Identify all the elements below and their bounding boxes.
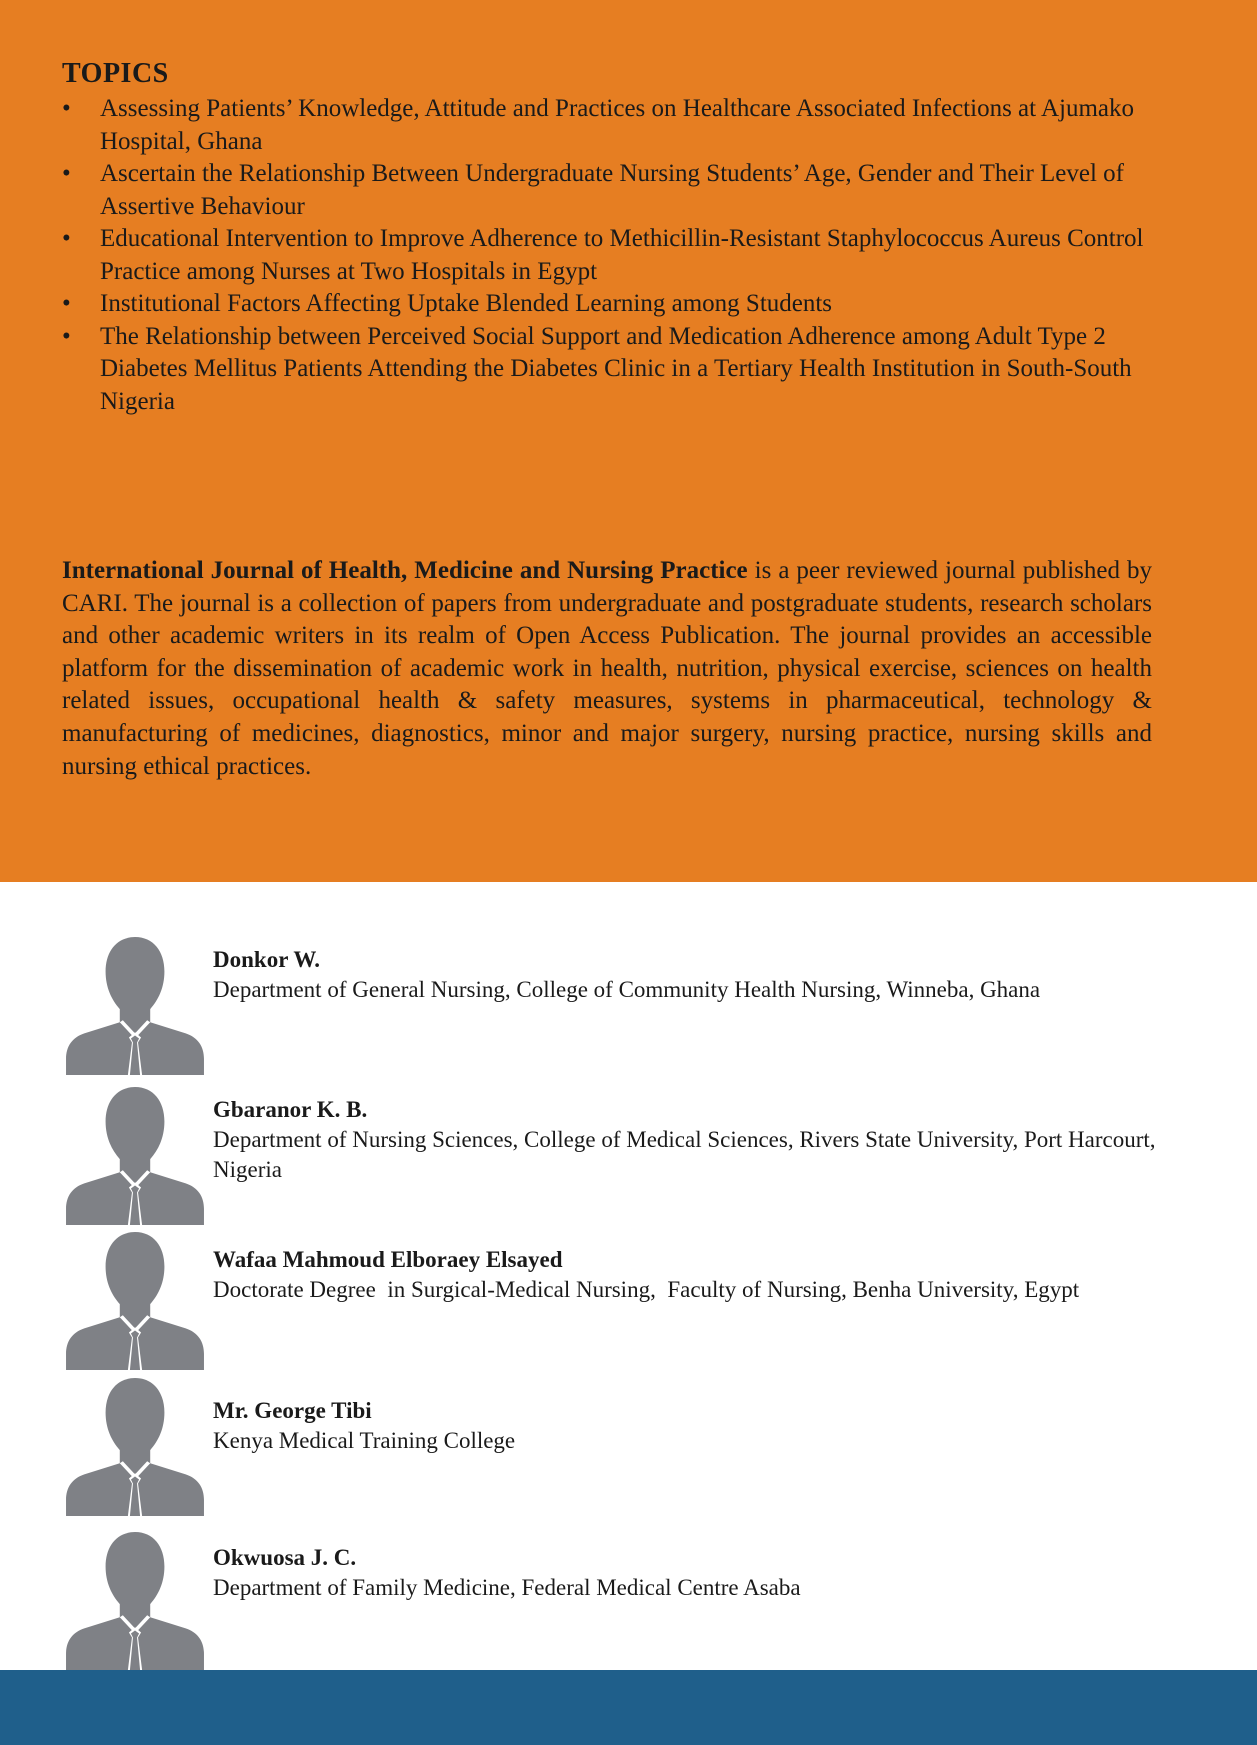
author-name: Wafaa Mahmoud Elboraey Elsayed xyxy=(213,1247,563,1272)
topics-heading: TOPICS xyxy=(62,58,169,89)
footer-band xyxy=(0,1670,1257,1745)
author-entry xyxy=(62,1083,1192,1225)
journal-name: International Journal of Health, Medicine and Nursing Practice xyxy=(62,557,748,584)
author-name: Donkor W. xyxy=(213,947,320,972)
author-entry xyxy=(62,933,1192,1075)
author-text xyxy=(213,1095,1198,1185)
person-silhouette-icon xyxy=(64,1083,206,1225)
bullet: • xyxy=(62,225,71,252)
topics-list xyxy=(62,93,1162,418)
author-affiliation: Department of Family Medicine, Federal Medical Centre Asaba xyxy=(213,1575,801,1600)
author-text xyxy=(213,1245,1198,1305)
journal-description xyxy=(62,555,1152,783)
author-affiliation: Department of Nursing Sciences, College of Medical Sciences, Rivers State University, Port Harcourt, Nigeria xyxy=(213,1127,1162,1182)
person-silhouette-icon xyxy=(64,933,206,1075)
topic-item xyxy=(62,288,1162,321)
author-name: Gbaranor K. B. xyxy=(213,1097,368,1122)
person-silhouette-icon xyxy=(64,1528,206,1670)
author-affiliation: Department of General Nursing, College of Community Health Nursing, Winneba, Ghana xyxy=(213,977,1041,1002)
person-silhouette-icon xyxy=(64,1374,206,1516)
topic-item xyxy=(62,93,1162,158)
topic-item xyxy=(62,223,1162,288)
topic-text: Assessing Patients’ Knowledge, Attitude and Practices on Healthcare Associated Infections at Ajumako Hospital, Ghana xyxy=(100,95,1135,155)
bullet: • xyxy=(62,160,71,187)
topic-text: Educational Intervention to Improve Adherence to Methicillin-Resistant Staphylococcus Aureus Control Practice among Nurses at Two Hospitals in Egypt xyxy=(100,225,1144,285)
author-text xyxy=(213,945,1198,1005)
author-entry xyxy=(62,1528,1192,1670)
journal-description-body: is a peer reviewed journal published by CARI. The journal is a collection of papers from undergraduate and postgraduate students, research scholars and other academic writers in its realm of Open Access Publication. The journal provides an accessible platform for the dissemination of academic work in health, nutrition, physical exercise, sciences on health related issues, occupational health & safety measures, systems in pharmaceutical, technology & manufacturing of medicines, diagnostics, minor and major surgery, nursing practice, nursing skills and nursing ethical practices. xyxy=(62,557,1152,780)
topic-item xyxy=(62,321,1162,419)
bullet: • xyxy=(62,95,71,122)
author-affiliation: Kenya Medical Training College xyxy=(213,1428,516,1453)
topic-item xyxy=(62,158,1162,223)
topic-text: Ascertain the Relationship Between Undergraduate Nursing Students’ Age, Gender and Their Level of Assertive Behaviour xyxy=(100,160,1125,220)
person-silhouette-icon xyxy=(64,1228,206,1370)
topic-text: The Relationship between Perceived Social Support and Medication Adherence among Adult Type 2 Diabetes Mellitus Patients Attending the Diabetes Clinic in a Tertiary Health Institution in South-South Nigeria xyxy=(100,322,1132,415)
author-name: Okwuosa J. C. xyxy=(213,1545,357,1570)
topic-text: Institutional Factors Affecting Uptake Blended Learning among Students xyxy=(100,290,833,317)
author-text xyxy=(213,1396,1198,1456)
author-entry xyxy=(62,1228,1192,1370)
author-affiliation: Doctorate Degree in Surgical-Medical Nursing, Faculty of Nursing, Benha University, Egypt xyxy=(213,1277,1080,1302)
author-entry xyxy=(62,1374,1192,1516)
bullet: • xyxy=(62,322,71,350)
author-name: Mr. George Tibi xyxy=(213,1398,372,1423)
author-text xyxy=(213,1543,1198,1603)
bullet: • xyxy=(62,290,71,317)
